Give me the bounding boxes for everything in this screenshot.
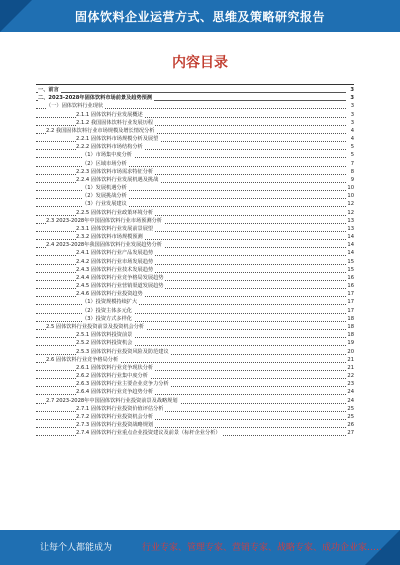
toc-entry-text: 2.3.1 固体饮料行业发展前景展望	[76, 225, 154, 232]
toc-entry-text: 2.6.4 固体饮料行业竞争趋势分析	[76, 389, 154, 396]
toc-page-number: 9	[350, 176, 354, 183]
header-bar	[0, 0, 400, 32]
toc-page-number: 4	[350, 127, 354, 134]
toc-entry-text: 2.5 固体饮料行业投资前景及投资机会分析	[46, 323, 145, 330]
toc-entry-text: 2.2.3 固体饮料市场需求特征分析	[76, 168, 154, 175]
report-title: 固体饮料企业运营方式、思维及策略研究报告	[74, 10, 325, 24]
toc-entry[interactable]	[36, 298, 354, 306]
toc-entry-text: 2.6 固体饮料行业竞争格局分析	[46, 356, 119, 363]
toc-entry-text: 2.4.2 固体饮料行业市场发展趋势	[76, 258, 154, 265]
toc-page-number: 20	[347, 348, 354, 355]
toc-page-number: 26	[347, 422, 354, 429]
toc-entry[interactable]	[36, 135, 354, 143]
toc-page-number: 15	[347, 258, 354, 265]
toc-entry[interactable]	[36, 209, 354, 217]
toc-entry-text: 2.1.2 我国固体饮料行业发展历程	[76, 119, 154, 126]
toc-page-number: 21	[347, 364, 354, 371]
toc-entry-text: 2.5.2 固体饮料投资机会	[76, 340, 133, 347]
toc-page-number: 13	[347, 217, 354, 224]
toc-page-number: 3	[350, 87, 354, 93]
toc-entry-text: 2.2.1 固体饮料市场规模分析及展望	[76, 136, 159, 143]
toc-page-number: 16	[347, 274, 354, 281]
toc-entry-text: 2.6.3 固体饮料行业主要企业竞争力分析	[76, 381, 169, 388]
toc-page-number: 10	[347, 185, 354, 192]
toc-entry[interactable]	[36, 380, 354, 388]
toc-leader-dots	[36, 86, 346, 93]
toc-page-number: 15	[347, 266, 354, 273]
toc-page-number: 22	[347, 373, 354, 380]
toc-entry[interactable]	[36, 405, 354, 413]
toc-page-number: 23	[347, 381, 354, 388]
toc-entry-text: 2.5.1 固体饮料投资前景	[76, 332, 133, 339]
toc-entry[interactable]	[36, 176, 354, 184]
toc-entry-text: 一、前言	[38, 87, 59, 93]
toc-entry-text: （3）投资方式多样化	[82, 315, 132, 322]
toc-entry[interactable]	[36, 290, 354, 298]
toc-page-number: 14	[347, 234, 354, 241]
toc-entry-text: 2.4.1 固体饮料行业产品发展趋势	[76, 250, 154, 257]
toc-page-number: 12	[347, 201, 354, 208]
toc-page-number: 18	[347, 323, 354, 330]
toc-entry-text: 2.2.2 固体饮料市场结构分析	[76, 144, 143, 151]
toc-page-number: 16	[347, 283, 354, 290]
toc-entry[interactable]	[36, 397, 354, 405]
toc-entry[interactable]	[36, 102, 354, 110]
toc-entry[interactable]	[36, 356, 354, 364]
toc-page-number: 8	[350, 168, 354, 175]
toc-page-number: 5	[350, 144, 354, 151]
toc-entry-text: 2.6.1 固体饮料行业竞争现状分析	[76, 364, 154, 371]
toc-entry-text: 2.4.3 固体饮料行业技术发展趋势	[76, 266, 154, 273]
footer-corner-decoration	[365, 530, 400, 565]
toc-entry[interactable]	[36, 339, 354, 347]
toc-entry[interactable]	[36, 388, 354, 396]
toc-page-number: 5	[350, 152, 354, 159]
toc-entry-text: 2.6.2 固体饮料行业集中度分析	[76, 373, 148, 380]
toc-entry[interactable]	[36, 323, 354, 331]
toc-page-number: 13	[347, 225, 354, 232]
toc-entry-text: 2.7.2 固体饮料行业投资机会分析	[76, 413, 154, 420]
toc-entry-text: （3）行业发展建议	[82, 201, 127, 208]
toc-entry-text: 2.2 我国固体饮料行业市场规模及增长情况分析	[46, 127, 155, 134]
toc-entry[interactable]	[36, 274, 354, 282]
toc-page-number: 3	[350, 103, 354, 110]
toc-entry-text: （一）固体饮料行业现状	[46, 103, 104, 110]
toc-entry-text: 2.3.2 固体饮料市场规模预测	[76, 234, 143, 241]
toc-entry-text: （2）投资主体多元化	[82, 307, 132, 314]
toc-entry-text: （1）市场集中度分析	[82, 152, 132, 159]
toc-entry-text: （2）区域市场分析	[82, 160, 127, 167]
toc-entry[interactable]	[36, 307, 354, 315]
toc-entry-text: （2）发展挑战分析	[82, 193, 127, 200]
toc-entry-text: （1）发展机遇分析	[82, 185, 127, 192]
footer-roles: 行业专家、管理专家、营销专家、战略专家、成功企业家……	[142, 543, 386, 553]
toc-entry[interactable]	[36, 143, 354, 151]
toc-entry-text: 2.7.3 固体饮料行业投资战略规划	[76, 422, 154, 429]
toc-entry[interactable]	[36, 331, 354, 339]
toc-page-number: 18	[347, 315, 354, 322]
toc-page-number: 14	[347, 242, 354, 249]
toc-top-rule	[36, 84, 354, 85]
toc-page-number: 14	[347, 250, 354, 257]
toc-entry[interactable]	[36, 372, 354, 380]
toc-entry[interactable]	[36, 119, 354, 127]
toc-entry[interactable]	[36, 249, 354, 257]
toc-entry[interactable]	[36, 258, 354, 266]
toc-heading: 内容目录	[172, 55, 228, 71]
toc-entry-text: 2.4.5 固体饮料行业营销渠道发展趋势	[76, 283, 164, 290]
toc-entry[interactable]	[36, 94, 354, 102]
table-of-contents	[36, 86, 354, 437]
toc-entry[interactable]	[36, 266, 354, 274]
toc-entry[interactable]	[36, 200, 354, 208]
toc-entry[interactable]	[36, 111, 354, 119]
toc-entry[interactable]	[36, 282, 354, 290]
toc-entry-text: 2.5.3 固体饮料行业投资风险及防范建议	[76, 348, 169, 355]
toc-entry-text: 2.7.1 固体饮料行业投资价值评估分析	[76, 405, 164, 412]
toc-entry[interactable]	[36, 151, 354, 159]
toc-entry[interactable]	[36, 192, 354, 200]
toc-page-number: 17	[347, 299, 354, 306]
toc-entry-text: 2.4.4 固体饮料行业竞争格局发展趋势	[76, 274, 164, 281]
toc-entry-text: 2.2.5 固体饮料行业政策环境分析	[76, 209, 154, 216]
toc-entry[interactable]	[36, 233, 354, 241]
toc-page-number: 4	[350, 136, 354, 143]
toc-entry-text: 二、2023-2028年固体饮料市场前景及趋势预测	[38, 95, 153, 102]
toc-page-number: 21	[347, 356, 354, 363]
toc-entry[interactable]	[36, 225, 354, 233]
toc-page-number: 24	[347, 389, 354, 396]
toc-entry-text: 2.4 2023-2028年我国固体饮料行业发展趋势分析	[46, 242, 162, 249]
toc-entry-text: 2.2.4 固体饮料行业发展机遇及挑战	[76, 176, 159, 183]
toc-entry[interactable]	[36, 168, 354, 176]
toc-entry[interactable]	[36, 217, 354, 225]
toc-entry-text: 2.4.6 固体饮料行业投资趋势	[76, 291, 143, 298]
toc-entry[interactable]	[36, 364, 354, 372]
toc-page-number: 17	[347, 291, 354, 298]
toc-page-number: 3	[350, 119, 354, 126]
toc-page-number: 27	[347, 430, 354, 437]
toc-entry[interactable]	[36, 315, 354, 323]
footer-slogan: 让每个人都能成为	[40, 543, 113, 553]
toc-page-number: 25	[347, 413, 354, 420]
toc-page-number: 25	[347, 405, 354, 412]
footer-bar	[0, 530, 400, 565]
toc-entry-text: （1）投资规模持续扩大	[82, 299, 138, 306]
toc-page-number: 7	[350, 160, 354, 167]
toc-page-number: 18	[347, 332, 354, 339]
toc-page-number: 24	[347, 397, 354, 404]
toc-page-number: 3	[350, 111, 354, 118]
toc-entry[interactable]	[36, 184, 354, 192]
toc-page-number: 10	[347, 193, 354, 200]
toc-page-number: 3	[350, 95, 354, 102]
toc-entry[interactable]	[36, 348, 354, 356]
toc-entry-text: 2.3 2023-2028年中国固体饮料行业市场预测分析	[46, 217, 162, 224]
toc-entry[interactable]	[36, 429, 354, 437]
toc-entry[interactable]	[36, 86, 354, 94]
toc-entry-text: 2.7.4 固体饮料行业重点企业投资建议及前景（标杆企业分析）	[76, 430, 221, 437]
toc-entry[interactable]	[36, 421, 354, 429]
toc-entry[interactable]	[36, 127, 354, 135]
toc-entry[interactable]	[36, 413, 354, 421]
toc-entry-text: 2.7 2023-2028年中国固体饮料行业投资前景及战略规划	[46, 397, 178, 404]
toc-page-number: 19	[347, 340, 354, 347]
toc-entry-text: 2.1.1 固体饮料行业发展概述	[76, 111, 143, 118]
toc-page-number: 17	[347, 307, 354, 314]
toc-entry[interactable]	[36, 241, 354, 249]
toc-entry[interactable]	[36, 160, 354, 168]
toc-page-number: 12	[347, 209, 354, 216]
